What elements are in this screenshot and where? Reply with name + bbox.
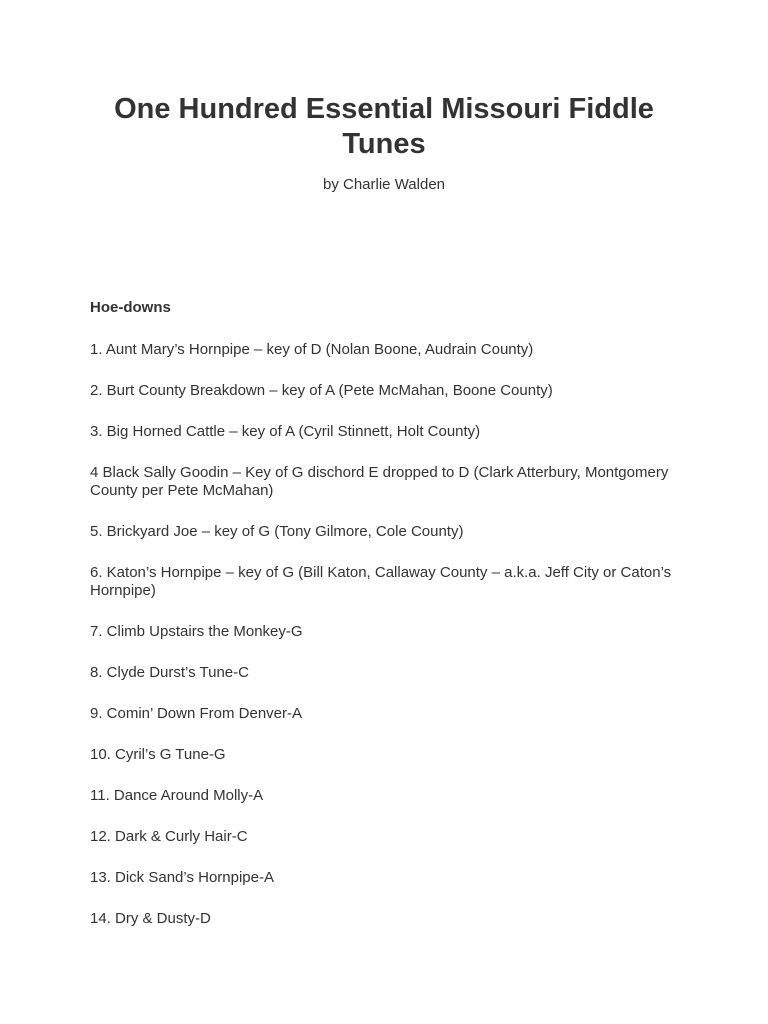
tune-item: 8. Clyde Durst’s Tune-C — [90, 664, 249, 681]
tune-item: 4 Black Sally Goodin – Key of G dischord E dropped to D (Clark Atterbury, Montgomery County per Pete McMahan) — [90, 464, 669, 499]
tune-list — [90, 341, 680, 951]
tune-item: 3. Big Horned Cattle – key of A (Cyril Stinnett, Holt County) — [90, 423, 481, 440]
tune-item: 14. Dry & Dusty-D — [90, 910, 211, 927]
section-heading-hoedowns: Hoe-downs — [90, 299, 171, 316]
document-title: One Hundred Essential Missouri Fiddle Tunes — [114, 93, 654, 160]
tune-item: 1. Aunt Mary’s Hornpipe – key of D (Nolan Boone, Audrain County) — [90, 341, 534, 358]
tune-item: 2. Burt County Breakdown – key of A (Pete McMahan, Boone County) — [90, 382, 553, 399]
document-author: by Charlie Walden — [323, 176, 445, 193]
tune-item: 5. Brickyard Joe – key of G (Tony Gilmore, Cole County) — [90, 523, 464, 540]
tune-item: 11. Dance Around Molly-A — [90, 787, 264, 804]
tune-item: 6. Katon’s Hornpipe – key of G (Bill Katon, Callaway County – a.k.a. Jeff City or Caton’s Hornpipe) — [90, 564, 672, 599]
tune-item: 7. Climb Upstairs the Monkey-G — [90, 623, 303, 640]
tune-item: 13. Dick Sand’s Hornpipe-A — [90, 869, 274, 886]
tune-item: 12. Dark & Curly Hair-C — [90, 828, 248, 845]
tune-item: 10. Cyril’s G Tune-G — [90, 746, 226, 763]
tune-item: 9. Comin’ Down From Denver-A — [90, 705, 302, 722]
